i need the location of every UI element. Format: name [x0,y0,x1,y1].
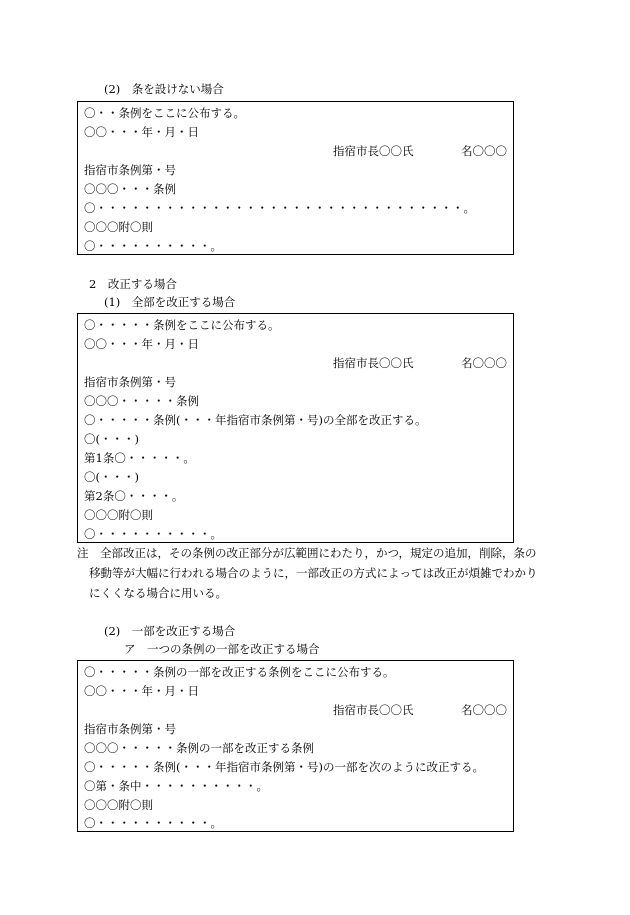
mayor-name: 名〇〇〇 [461,356,507,370]
box-line: 〇・・・・・・・・・・。 [84,816,222,830]
box-line: 〇・・・・・条例をここに公布する。 [84,318,280,332]
box-line: 指宿市条例第・号 [84,163,176,177]
signature-line [333,144,507,158]
signature-line [333,703,507,717]
section-heading-amend: 2 改正する場合 [89,277,177,291]
note-line: 移動等が大幅に行われる場合のように，一部改正の方式によっては改正が煩雑でわかり [89,566,538,580]
mayor-name: 名〇〇〇 [461,703,507,717]
box-line: 第2条〇・・・・。 [84,489,184,503]
box-line: 〇・・・・・条例の一部を改正する条例をここに公布する。 [84,665,395,679]
box-line: 〇(・・・) [84,432,139,446]
box-line: 〇〇〇・・・・・条例 [84,394,199,408]
box-line: 〇〇・・・年・月・日 [84,684,199,698]
section-heading-no-articles: (2) 条を設けない場合 [104,82,224,96]
box-line: 指宿市条例第・号 [84,722,176,736]
signature-line [333,356,507,370]
box-line: 〇・・条例をここに公布する。 [84,106,245,120]
box-line: 〇(・・・) [84,470,139,484]
subsection-heading-a: ア 一つの条例の一部を改正する場合 [124,642,320,656]
mayor-title: 指宿市長〇〇氏 [333,144,414,158]
example-box-full-amend [77,313,514,543]
box-line: 〇〇〇・・・条例 [84,182,176,196]
mayor-title: 指宿市長〇〇氏 [333,356,414,370]
box-line: 〇〇・・・年・月・日 [84,125,199,139]
mayor-name: 名〇〇〇 [461,144,507,158]
box-line: 〇・・・・・・・・・・。 [84,239,222,253]
example-box-no-articles [77,101,514,255]
box-line: 〇・・・・・条例(・・・年指宿市条例第・号)の全部を改正する。 [84,413,427,427]
box-line: 〇・・・・・・・・・・。 [84,527,222,541]
section-heading-partial-amend: (2) 一部を改正する場合 [104,624,236,638]
mayor-title: 指宿市長〇〇氏 [333,703,414,717]
box-line: 指宿市条例第・号 [84,375,176,389]
box-line: 〇〇〇附〇則 [84,798,153,812]
note-line: 注 全部改正は，その条例の改正部分が広範囲にわたり，かつ，規定の追加，削除，条の [77,546,537,560]
box-line: 〇〇〇・・・・・条例の一部を改正する条例 [84,741,314,755]
box-line: 〇〇〇附〇則 [84,220,153,234]
box-line: 第1条〇・・・・・。 [84,451,195,465]
example-box-partial-amend [77,660,514,832]
box-line: 〇・・・・・・・・・・・・・・・・・・・・・・・・・・・・・・・・。 [84,201,475,215]
box-line: 〇・・・・・条例(・・・年指宿市条例第・号)の一部を次のように改正する。 [84,760,484,774]
note-line: にくくなる場合に用いる。 [89,586,227,600]
box-line: 〇〇・・・年・月・日 [84,337,199,351]
section-heading-full-amend: (1) 全部を改正する場合 [104,295,236,309]
box-line: 〇第・条中・・・・・・・・・・。 [84,779,268,793]
box-line: 〇〇〇附〇則 [84,508,153,522]
